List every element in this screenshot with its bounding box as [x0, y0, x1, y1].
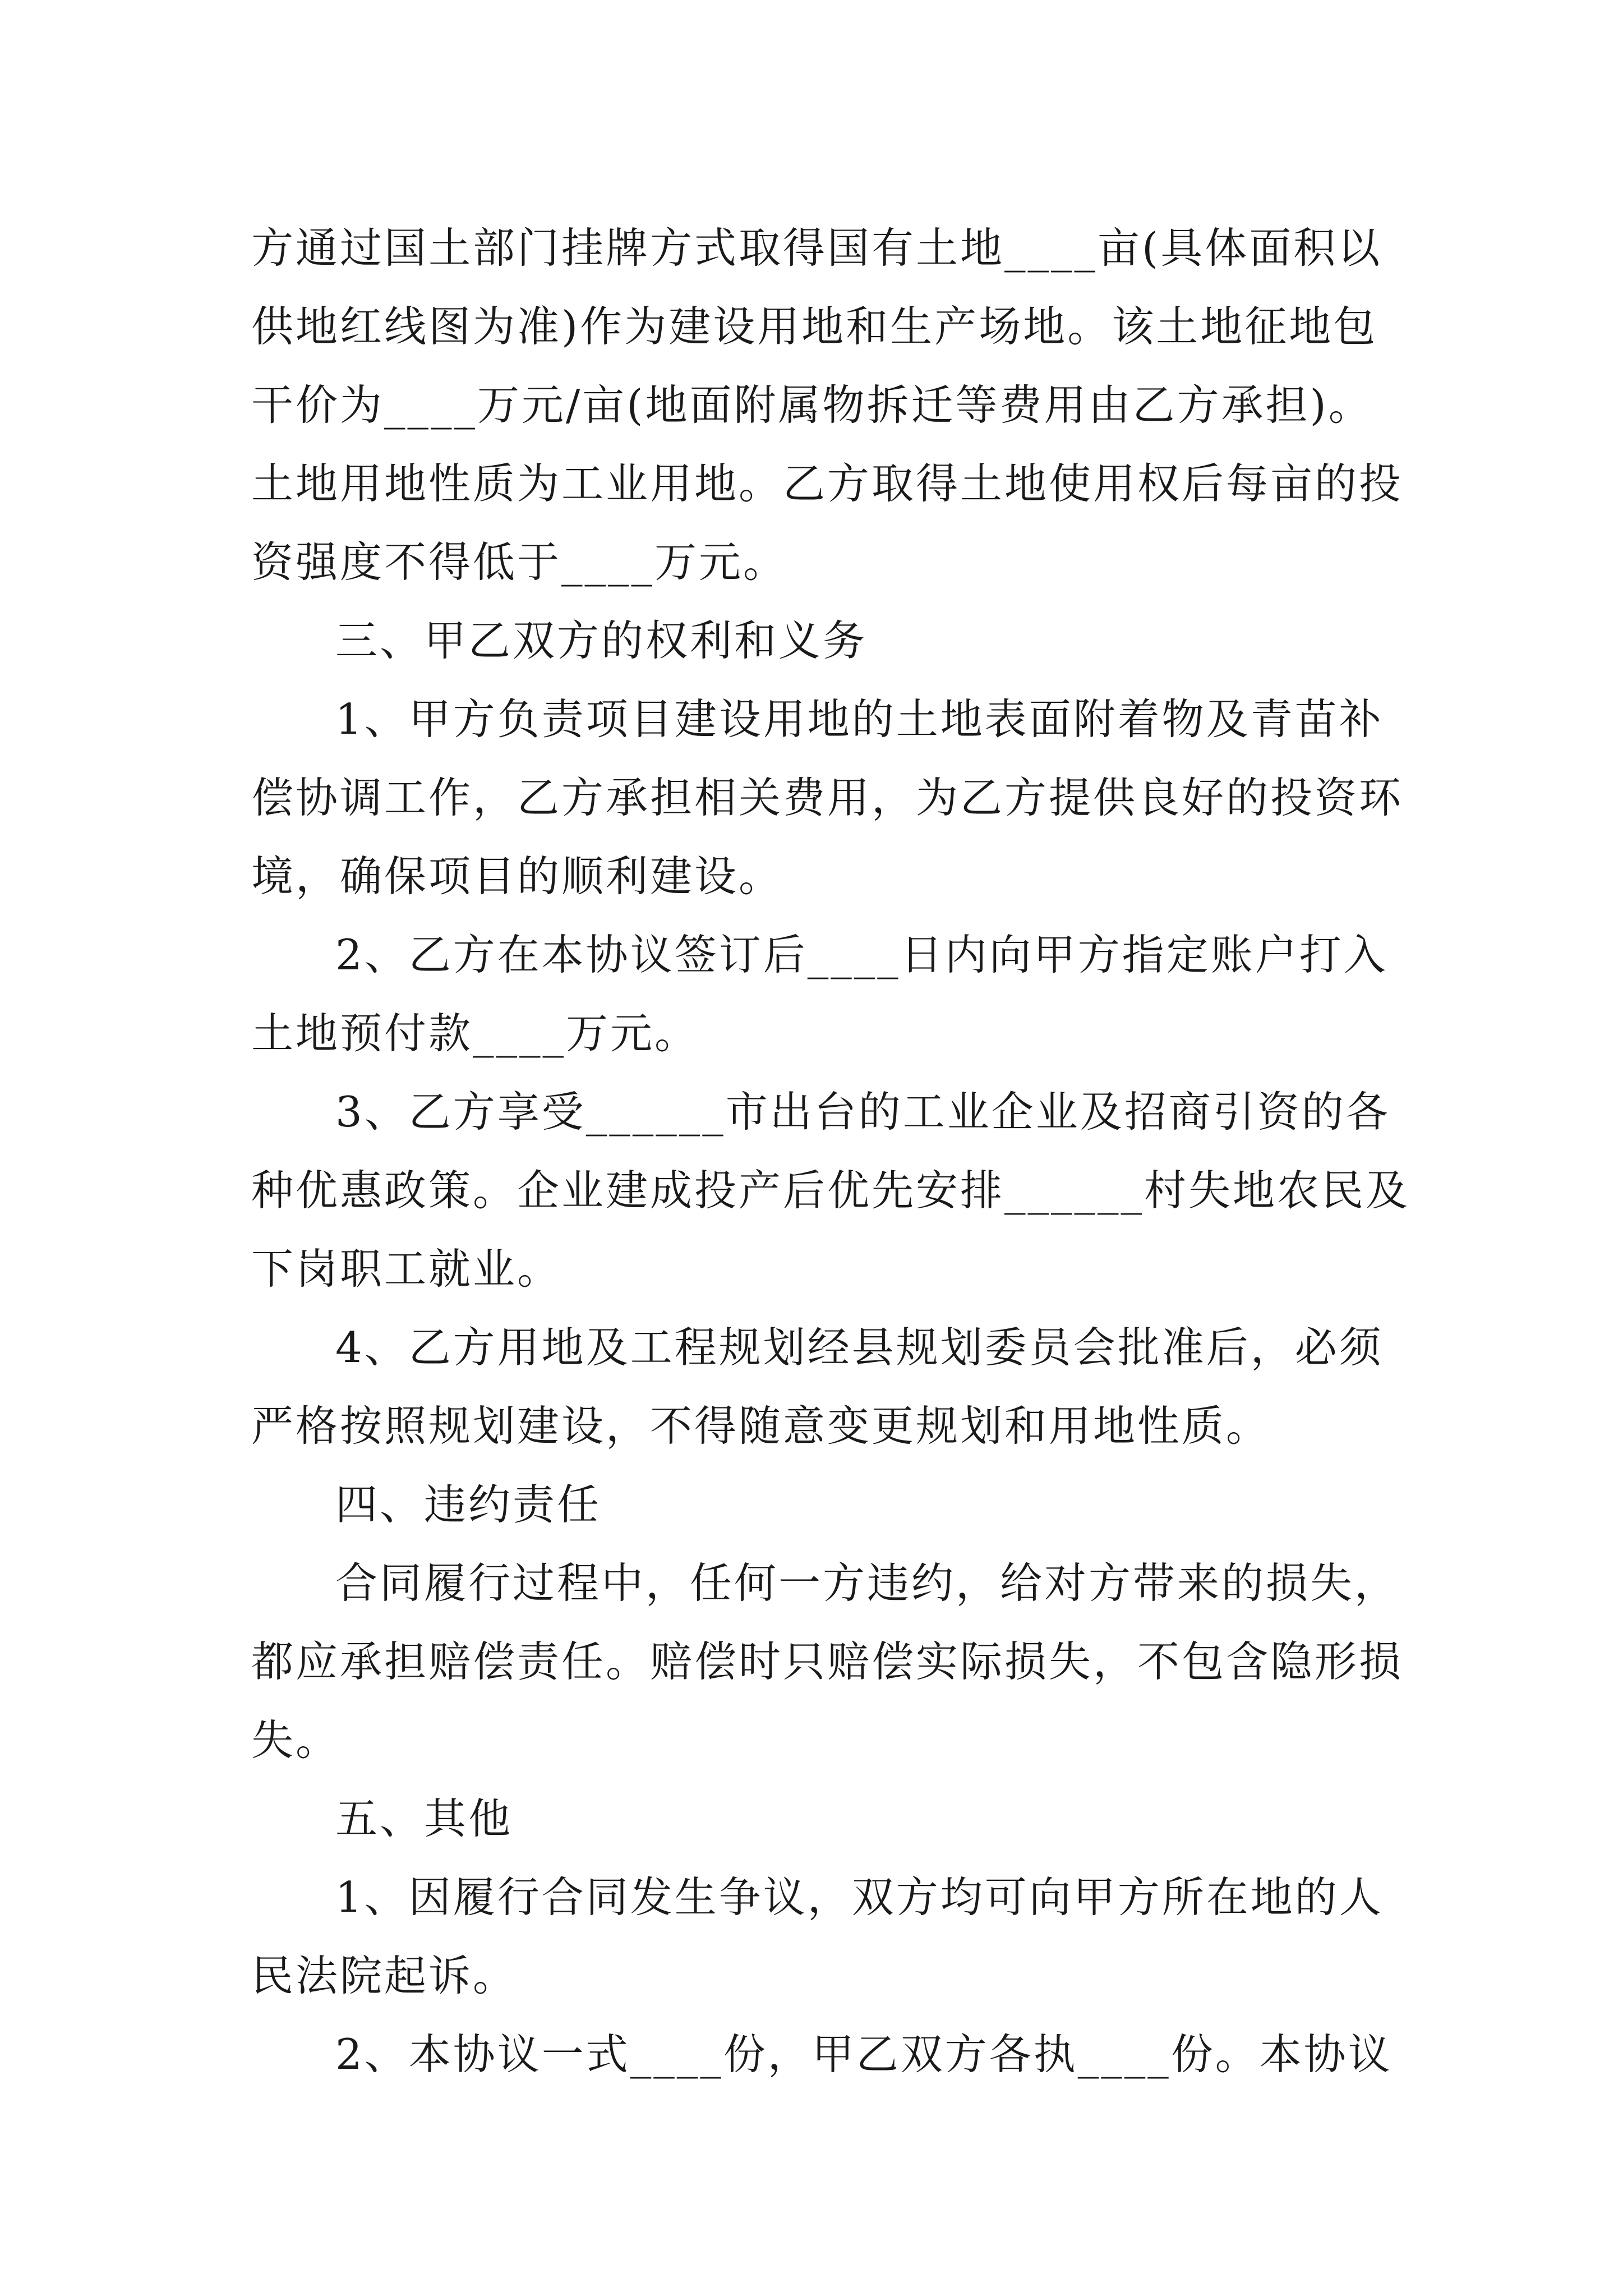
text-line: 土地用地性质为工业用地。乙方取得土地使用权后每亩的投 — [251, 459, 1404, 508]
text-line: 干价为____万元/亩(地面附属物拆迁等费用由乙方承担)。 — [251, 380, 1373, 430]
document-body — [251, 209, 1410, 2093]
text-line: 种优惠政策。企业建成投产后优先安排______村失地农民及 — [251, 1166, 1410, 1215]
section-heading: 五、其他 — [335, 1794, 513, 1843]
text-line: 供地红线图为准)作为建设用地和生产场地。该土地征地包 — [251, 302, 1378, 351]
text-line: 土地预付款____万元。 — [251, 1009, 699, 1058]
text-line: 1、甲方负责项目建设用地的土地表面附着物及青苗补 — [335, 694, 1384, 744]
text-line: 1、因履行合同发生争议，双方均可向甲方所在地的人 — [335, 1872, 1384, 1922]
text-line: 2、本协议一式____份，甲乙双方各执____份。本协议 — [335, 2030, 1393, 2079]
text-line: 合同履行过程中，任何一方违约，给对方带来的损失， — [335, 1558, 1399, 1608]
text-line: 3、乙方享受______市出台的工业企业及招商引资的各 — [335, 1087, 1390, 1137]
text-line: 民法院起诉。 — [251, 1951, 518, 2000]
section-heading: 四、违约责任 — [335, 1480, 602, 1529]
text-line: 偿协调工作，乙方承担相关费用，为乙方提供良好的投资环 — [251, 773, 1404, 822]
text-line: 2、乙方在本协议签订后____日内向甲方指定账户打入 — [335, 930, 1388, 979]
text-line: 失。 — [251, 1715, 340, 1765]
text-line: 资强度不得低于____万元。 — [251, 537, 788, 587]
section-heading: 三、甲乙双方的权利和义务 — [335, 616, 868, 665]
text-line: 都应承担赔偿责任。赔偿时只赔偿实际损失，不包含隐形损 — [251, 1637, 1404, 1686]
text-line: 严格按照规划建设，不得随意变更规划和用地性质。 — [251, 1401, 1271, 1451]
text-line: 下岗职工就业。 — [251, 1244, 562, 1294]
text-line: 境，确保项目的顺利建设。 — [251, 852, 783, 901]
text-line: 方通过国土部门挂牌方式取得国有土地____亩(具体面积以 — [251, 223, 1382, 273]
text-line: 4、乙方用地及工程规划经县规划委员会批准后，必须 — [335, 1323, 1384, 1372]
